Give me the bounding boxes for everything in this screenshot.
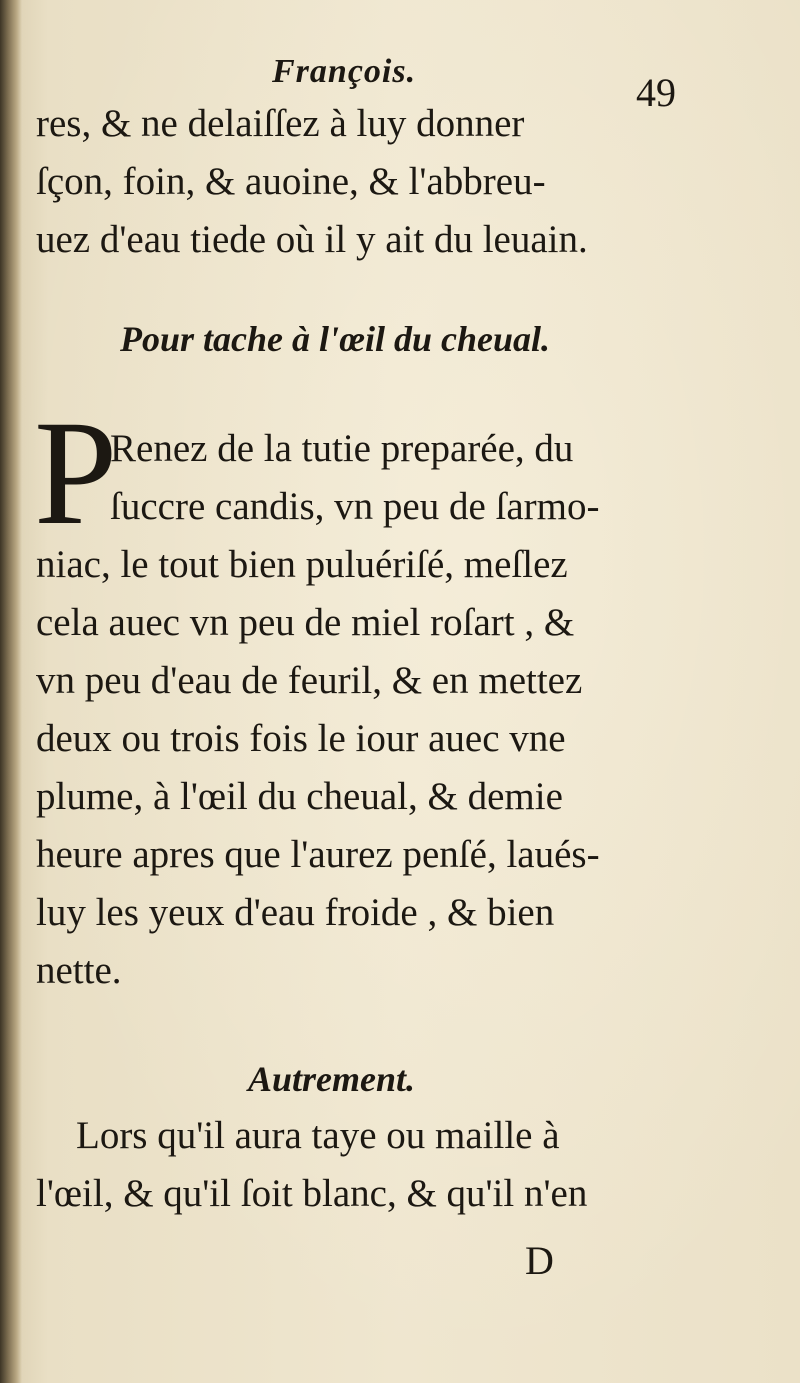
text-line: Renez de la tutie preparée, du	[110, 427, 574, 470]
section-heading: Autrement.	[248, 1059, 416, 1099]
text-line: nette.	[36, 949, 122, 992]
page-number: 49	[636, 70, 676, 115]
text-line: heure apres que l'aurez penſé, laués-	[36, 833, 600, 876]
text-line: res, & ne delaiſſez à luy donner	[36, 102, 525, 145]
text-line: deux ou trois fois le iour auec vne	[36, 717, 566, 760]
text-line: niac, le tout bien puluériſé, meſlez	[36, 543, 568, 586]
drop-cap: P	[34, 390, 118, 556]
text-line: uez d'eau tiede où il y ait du leuain.	[36, 218, 588, 261]
text-line: plume, à l'œil du cheual, & demie	[36, 775, 563, 818]
text-line: Lors qu'il aura taye ou maille à	[76, 1114, 560, 1157]
running-head-title: François.	[272, 53, 417, 90]
text-line: luy les yeux d'eau froide , & bien	[36, 891, 555, 934]
section-heading: Pour tache à l'œil du cheual.	[120, 319, 551, 359]
text-line: l'œil, & qu'il ſoit blanc, & qu'il n'en	[36, 1172, 588, 1215]
signature-mark: D	[525, 1238, 554, 1283]
text-line: cela auec vn peu de miel roſart , &	[36, 601, 575, 644]
text-line: ſçon, foin, & auoine, & l'abbreu-	[36, 160, 546, 203]
text-line: vn peu d'eau de feuril, & en mettez	[36, 659, 583, 702]
binding-gutter	[0, 0, 22, 1383]
text-line: ſuccre candis, vn peu de ſarmo-	[110, 485, 600, 528]
running-head	[0, 45, 800, 115]
